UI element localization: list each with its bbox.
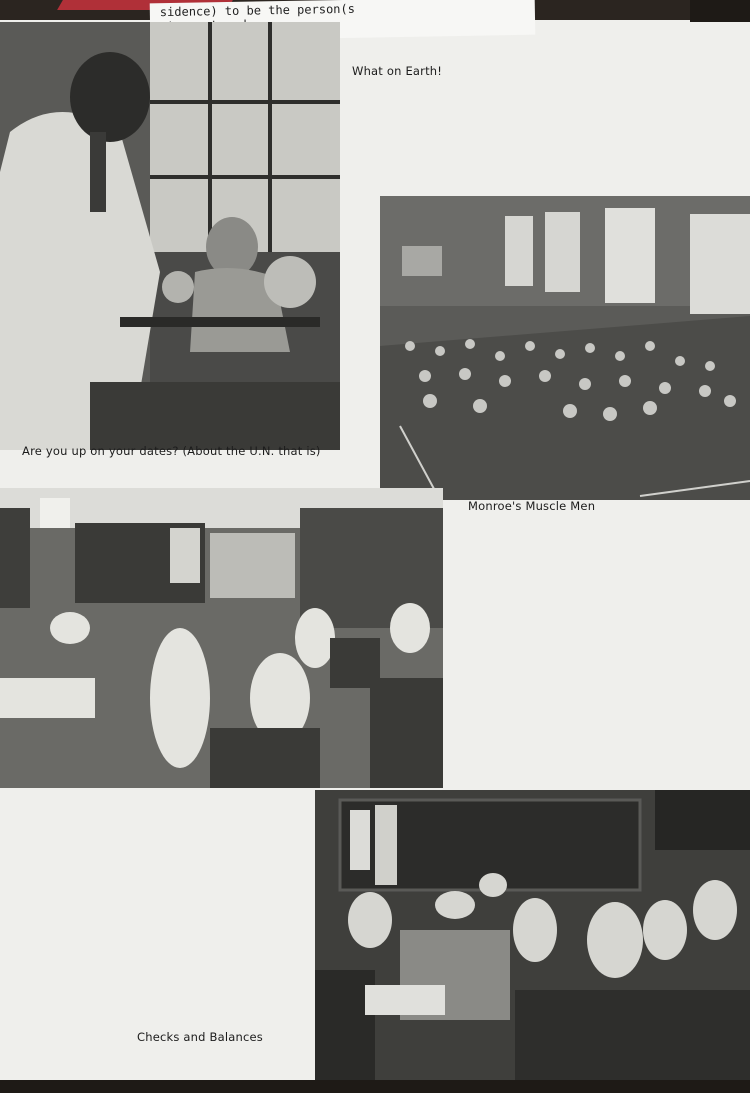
- photo-classroom-checks: [315, 790, 750, 1080]
- caption-muscle-men: Monroe's Muscle Men: [468, 499, 596, 513]
- page-bottom-edge: [0, 1080, 750, 1093]
- caption-un-dates: Are you up on your dates? (About the U.N. that is): [22, 444, 321, 458]
- caption-what-on-earth: What on Earth!: [352, 64, 443, 78]
- photo-classroom-map: [0, 488, 443, 788]
- paper-slip-line-1: sidence) to be the person(s: [159, 1, 356, 20]
- page-right-edge-top: [690, 0, 750, 22]
- photo-globe-lesson: [0, 22, 340, 450]
- caption-checks-balances: Checks and Balances: [137, 1030, 263, 1044]
- photo-gym-exercise: [380, 196, 750, 500]
